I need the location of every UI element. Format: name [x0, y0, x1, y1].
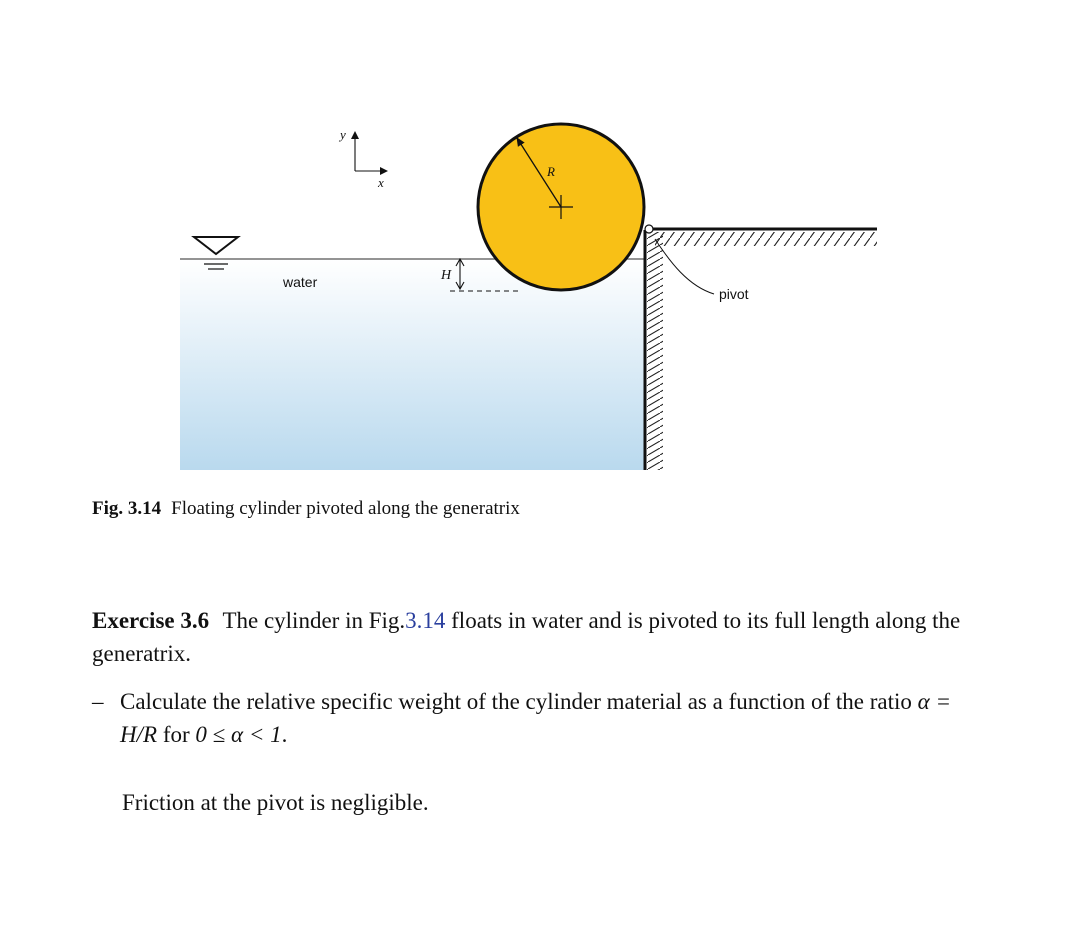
pivot-label: pivot [719, 286, 749, 302]
bullet-dash: – [92, 689, 104, 714]
task-text-mid: for [162, 722, 190, 747]
radius-label: R [547, 164, 555, 179]
exercise-label: Exercise 3.6 [92, 608, 210, 633]
exercise-text-after-ref: floats in water and is pivoted to its full length along the generatrix. [92, 608, 961, 666]
figure-caption [92, 498, 520, 520]
height-label: H [441, 268, 452, 283]
task-text-end: . [281, 722, 288, 747]
figure-caption-text: Floating cylinder pivoted along the generatrix [171, 498, 520, 519]
task-text-before-math: Calculate the relative specific weight of the cylinder material as a function of the ratio [120, 689, 912, 714]
task-math-range: 0 ≤ α < 1 [195, 722, 282, 747]
water-label: water [283, 274, 318, 290]
exercise-text-before-ref: The cylinder in Fig. [222, 608, 406, 633]
ground-hatching [655, 232, 877, 246]
friction-note: Friction at the pivot is negligible. [122, 790, 429, 815]
coordinate-axes [351, 131, 388, 175]
task-text [120, 685, 990, 751]
figure-reference-link[interactable]: 3.14 [405, 608, 446, 633]
water-body [180, 259, 645, 470]
exercise-statement [92, 604, 992, 670]
axis-x-label: x [378, 175, 384, 190]
pivot-point [645, 225, 653, 233]
axis-y-label: y [340, 127, 346, 142]
figure-caption-label: Fig. 3.14 [92, 498, 162, 519]
wall-hatching [647, 232, 663, 470]
pivot-leader [655, 239, 714, 294]
task-math-ratio: α = H/R [120, 689, 951, 747]
